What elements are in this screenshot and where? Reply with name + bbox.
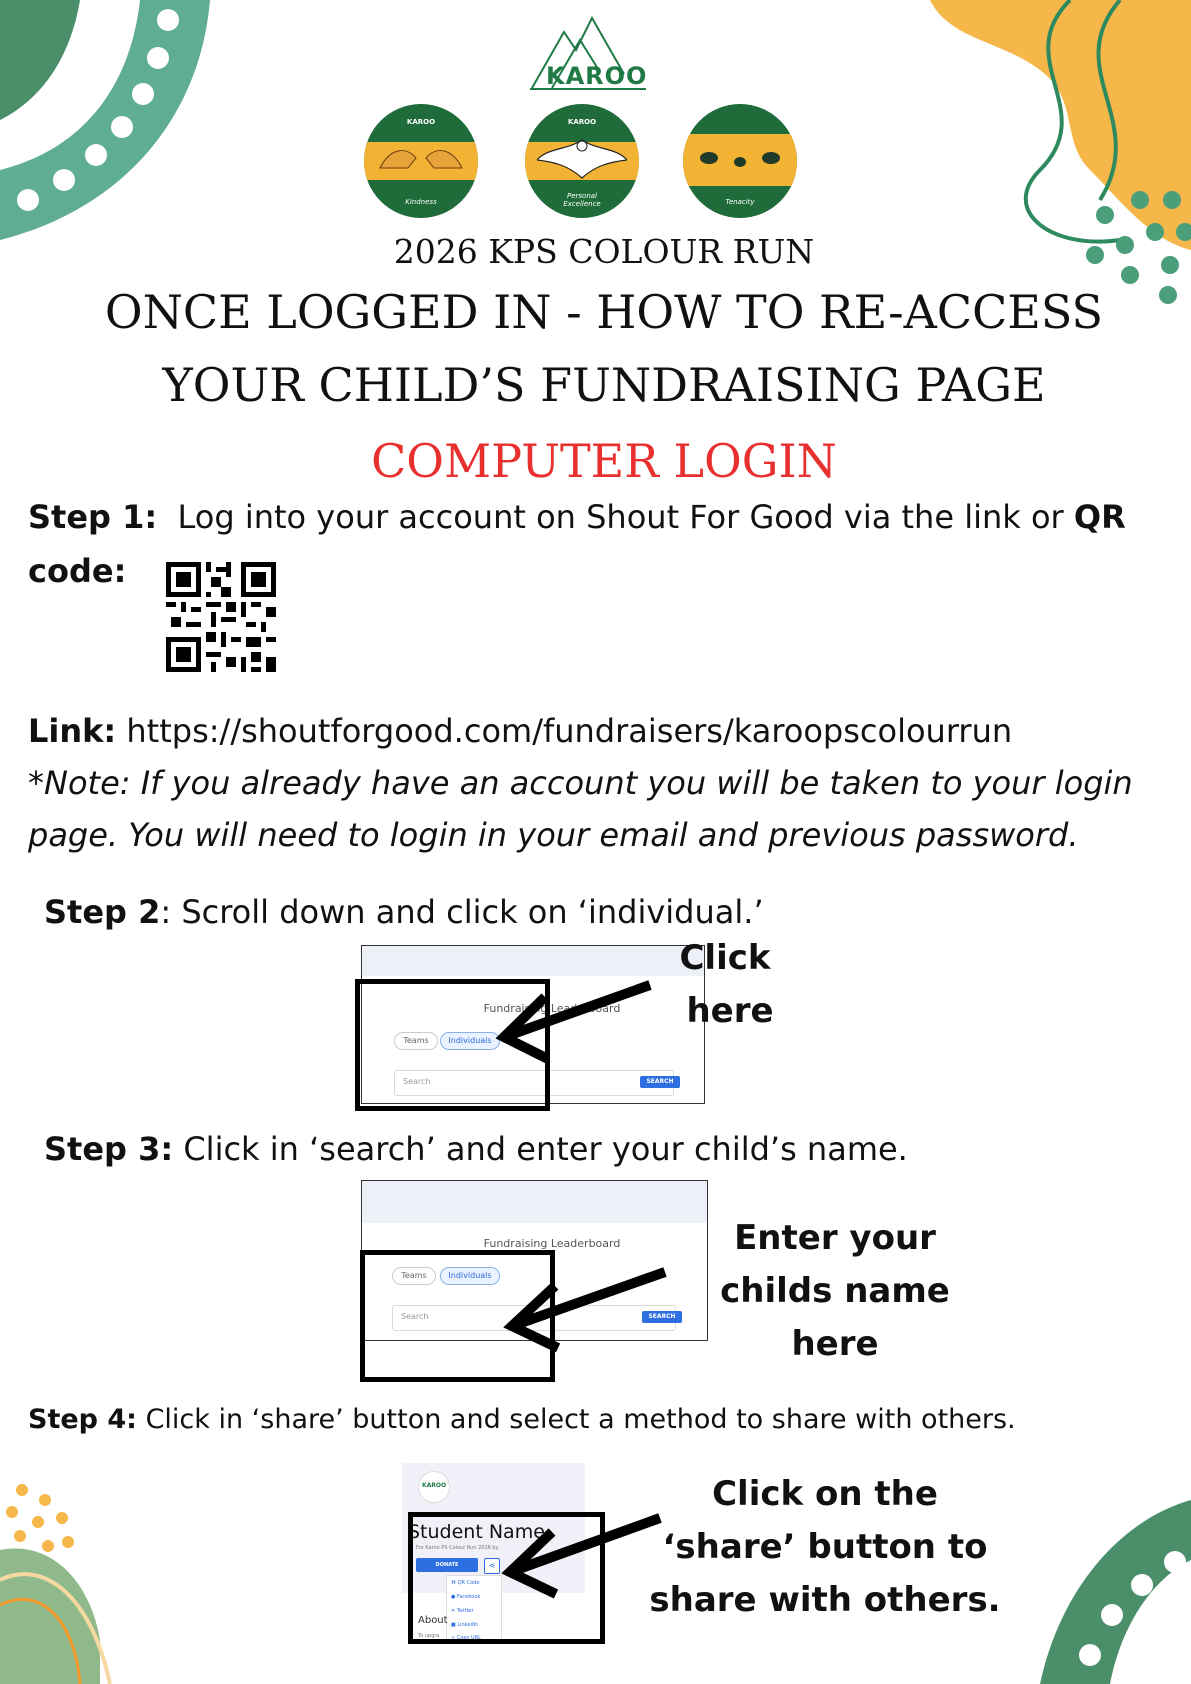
step1-label: Step 1: <box>28 498 158 536</box>
page-subtitle: COMPUTER LOGIN <box>371 434 837 488</box>
decor-bottom-left <box>0 1470 130 1684</box>
note-line2: page. You will need to login in your email and previous password. <box>28 816 1079 854</box>
step4-text: Click in ‘share’ button and select a method to share with others. <box>136 1404 1016 1435</box>
about-heading: About <box>418 1615 448 1626</box>
event-title: 2026 KPS COLOUR RUN <box>393 232 815 271</box>
step3-text: Click in ‘search’ and enter your child’s name. <box>173 1130 908 1168</box>
step4-label: Step 4: <box>28 1404 137 1435</box>
badge-kindness <box>364 104 478 218</box>
step3-callout-line3: here <box>791 1324 879 1364</box>
donate-button[interactable]: DONATE <box>416 1558 478 1572</box>
step3-callout-line1: Enter your <box>734 1218 936 1258</box>
arrow-icon <box>490 975 660 1065</box>
badge-label: Personal Excellence <box>563 192 601 208</box>
link-line <box>28 712 1012 750</box>
badge-tenacity <box>683 104 797 218</box>
screenshot-header <box>362 1181 707 1223</box>
hands-icon <box>378 138 464 182</box>
step1-code-word: code: <box>28 552 127 590</box>
arrow-icon <box>500 1262 670 1352</box>
badge-personal-excellence <box>525 104 639 218</box>
step2-text: : Scroll down and click on ‘individual.’ <box>160 893 764 931</box>
badge-label: Kindness <box>405 198 437 206</box>
twitter-icon: ✕ <box>451 1608 457 1614</box>
step1-qr-word: QR <box>1073 498 1126 536</box>
note-line1: *Note: If you already have an account you will be taken to your login <box>28 764 1133 802</box>
share-menu-label: Facebook <box>456 1594 481 1600</box>
upgrade-text: To upgra <box>418 1633 440 1639</box>
step2-line <box>44 893 764 931</box>
leaderboard-heading: Fundraising Leaderboard <box>483 1002 621 1015</box>
share-icon: ⋖ <box>488 1561 496 1570</box>
step4-line <box>28 1404 1016 1435</box>
decor-top-left <box>0 0 230 250</box>
share-menu-label: QR Code <box>457 1580 480 1586</box>
screenshot-header <box>362 946 704 976</box>
step3-line <box>44 1130 908 1168</box>
share-menu-label: Copy URL <box>456 1635 481 1641</box>
badge-label: Tenacity <box>725 198 755 206</box>
share-menu-label: LinkedIn <box>457 1622 479 1628</box>
tab-teams[interactable]: Teams <box>394 1032 438 1050</box>
step1-line <box>28 498 1178 536</box>
eagle-icon <box>537 130 627 190</box>
student-avatar <box>418 1471 450 1503</box>
shoutforgood-link[interactable]: https://shoutforgood.com/fundraisers/karoopscolourrun <box>126 712 1013 750</box>
step4-callout-line2: ‘share’ button to <box>662 1527 988 1567</box>
link-icon: ∞ <box>451 1635 457 1641</box>
badge-logo: KAROO <box>725 118 755 126</box>
leaderboard-heading: Fundraising Leaderboard <box>483 1237 621 1250</box>
step2-callout-line2: here <box>686 991 774 1031</box>
karoo-logo <box>528 10 648 92</box>
step4-callout-line1: Click on the <box>712 1474 938 1514</box>
step1-text: Log into your account on Shout For Good via the link or <box>177 498 1064 536</box>
page-title-line1: ONCE LOGGED IN - HOW TO RE-ACCESS <box>104 285 1104 339</box>
badge-logo: KAROO <box>567 118 597 126</box>
qr-icon: ⌘ <box>451 1580 458 1586</box>
step3-label: Step 3: <box>44 1130 174 1168</box>
facebook-icon: ● <box>451 1594 457 1600</box>
step3-callout-line2: childs name <box>720 1271 950 1311</box>
search-placeholder: Search <box>403 1077 431 1086</box>
page-title-line2: YOUR CHILD’S FUNDRAISING PAGE <box>162 358 1046 412</box>
badge-logo: KAROO <box>406 118 436 126</box>
footprints-icon <box>693 140 787 180</box>
linkedin-icon: ■ <box>451 1622 458 1628</box>
search-button[interactable]: SEARCH <box>642 1311 682 1323</box>
student-name: Student Name <box>408 1521 545 1543</box>
share-menu-label: Twitter <box>456 1608 474 1614</box>
search-button[interactable]: SEARCH <box>640 1076 680 1088</box>
tab-individuals[interactable]: Individuals <box>440 1032 500 1050</box>
step2-callout-line1: Click <box>679 938 771 978</box>
step4-callout-line3: share with others. <box>649 1580 1001 1620</box>
search-placeholder: Search <box>401 1312 429 1321</box>
event-line: For Karoo PS Colour Run 2026 by <box>416 1545 499 1551</box>
link-label: Link: <box>28 712 117 750</box>
avatar-logo: KAROO <box>421 1482 447 1489</box>
tab-teams[interactable]: Teams <box>392 1267 436 1285</box>
qr-code-icon[interactable] <box>165 562 277 672</box>
tab-individuals[interactable]: Individuals <box>440 1267 500 1285</box>
decor-bottom-right <box>1020 1490 1191 1684</box>
step2-label: Step 2 <box>44 893 161 931</box>
logo-text: KAROO <box>546 62 648 90</box>
